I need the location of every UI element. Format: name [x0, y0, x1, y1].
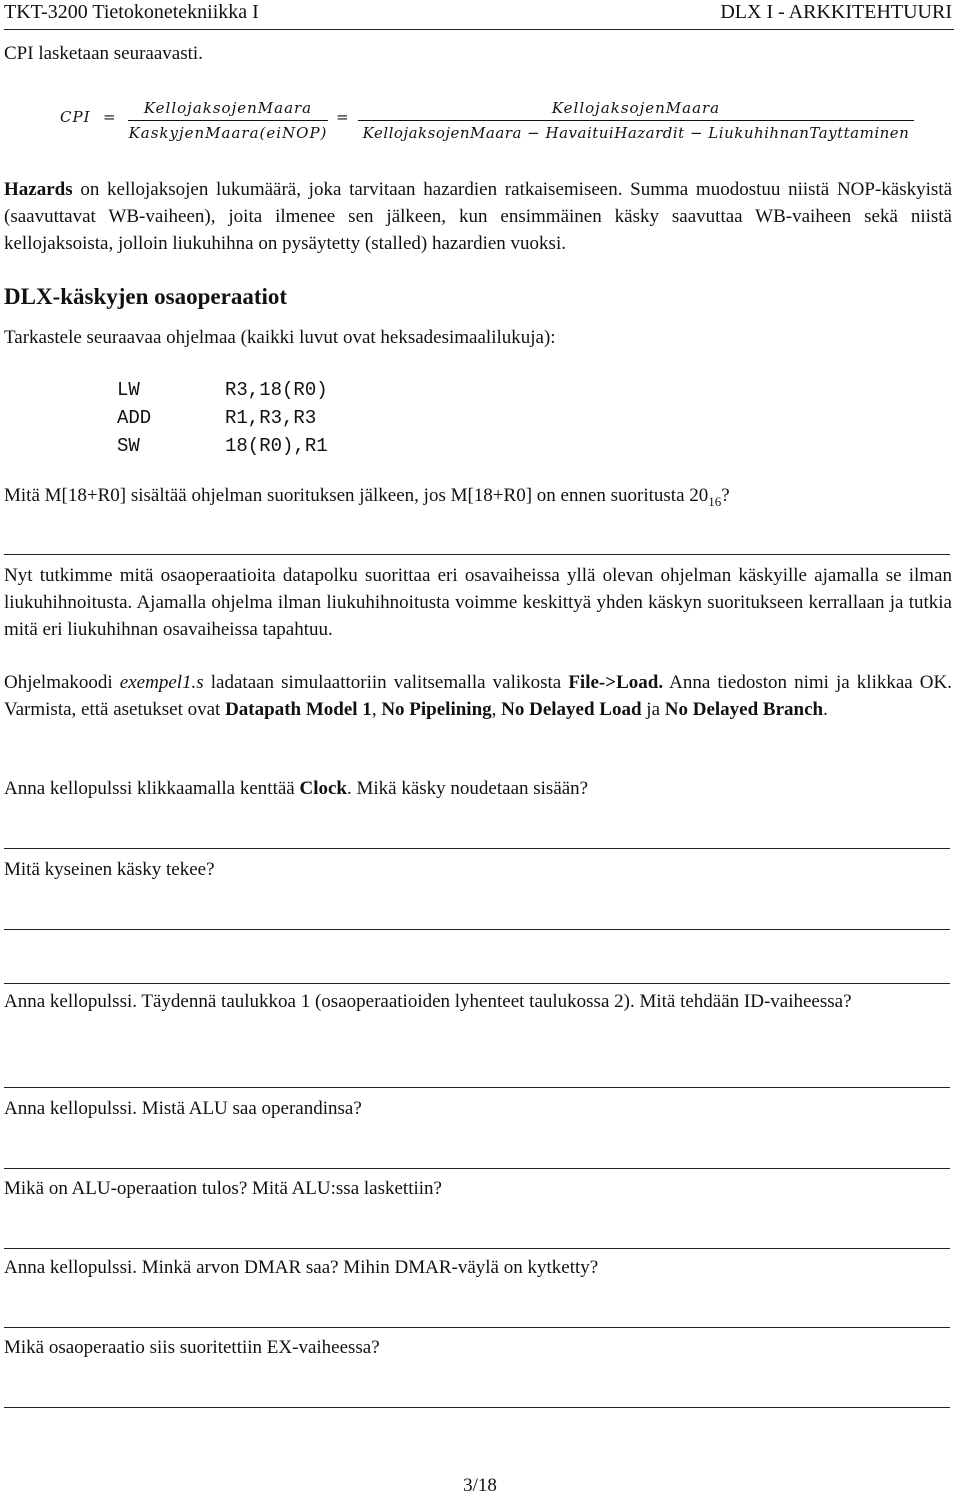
load-setting-delayed-branch: No Delayed Branch: [664, 699, 824, 720]
question-memory-end: ?: [721, 485, 730, 506]
answer-line[interactable]: [4, 1407, 950, 1408]
load-text-4: ja: [641, 699, 665, 720]
answer-line[interactable]: [4, 929, 950, 930]
answer-line[interactable]: [4, 983, 950, 984]
code-operands: R1,R3,R3: [225, 407, 317, 429]
answer-line[interactable]: [4, 848, 950, 849]
answer-line[interactable]: [4, 554, 950, 555]
formula-frac2-denominator: KellojaksojenMaara − HavaituiHazardit − LiukuhihnanTayttaminen: [362, 124, 910, 142]
load-comma: ,: [491, 699, 502, 720]
question-clock-bold: Clock: [299, 778, 347, 799]
answer-line[interactable]: [4, 1087, 950, 1088]
answer-line[interactable]: [4, 1327, 950, 1328]
formula-frac1: [128, 98, 328, 143]
header-chapter-title: DLX I - ARKKITEHTUURI: [720, 1, 952, 23]
answer-line[interactable]: [4, 1248, 950, 1249]
code-listing: [117, 376, 328, 460]
formula-frac2-numerator: KellojaksojenMaara: [551, 99, 721, 117]
load-filename: exempel1.s: [119, 672, 204, 693]
header-divider: [4, 29, 954, 30]
code-opcode: ADD: [117, 407, 152, 429]
question-clock-text-2: . Mikä käsky noudetaan sisään?: [346, 778, 589, 799]
formula-equals-2: =: [336, 108, 350, 126]
study-paragraph: Nyt tutkimme mitä osaoperaatioita datapolku suorittaa eri osavaiheissa yllä olevan ohjelman käskyille ajamalla se ilman liukuhihnoitusta. Ajamalla ohjelma ilman liukuhihnoitusta voimme keskittyä yhden käskyn suoritukseen kerrallaan ja tutkia mitä eri liukuhihnan osavaiheissa tapahtuu.: [4, 565, 952, 640]
code-operands: 18(R0),R1: [225, 435, 328, 457]
question-memory-text: Mitä M[18+R0] sisältää ohjelman suorituksen jälkeen, jos M[18+R0] on ennen suoritusta 20: [4, 485, 709, 506]
question-alu-operands: Anna kellopulssi. Mistä ALU saa operandinsa?: [4, 1098, 362, 1119]
load-text-5: .: [823, 699, 828, 720]
hazards-text: on kellojaksojen lukumäärä, joka tarvitaan hazardien ratkaisemiseen. Summa muodostuu niistä NOP-käskyistä (saavuttavat WB-vaiheen), joita ilmenee sen jälkeen, kun ensimmäinen käsky saavuttaa WB-vaiheen sekä niistä kellojaksoista, jolloin liukuhihna on pysäytetty (stalled) hazardien vuoksi.: [4, 179, 952, 254]
section-title: DLX-käskyjen osaoperaatiot: [4, 284, 288, 309]
load-setting-datapath: Datapath Model 1: [225, 699, 372, 720]
question-memory-subscript: 16: [708, 494, 722, 509]
question-memory: [4, 482, 952, 509]
cpi-intro: CPI lasketaan seuraavasti.: [4, 43, 203, 64]
question-clock-text-1: Anna kellopulssi klikkaamalla kenttää: [4, 778, 300, 799]
question-alu-result: Mikä on ALU-operaation tulos? Mitä ALU:ssa laskettiin?: [4, 1178, 442, 1199]
formula-frac1-line: [128, 120, 328, 121]
question-ex-stage: Mikä osaoperaatio siis suoritettiin EX-vaiheessa?: [4, 1337, 380, 1358]
formula-frac1-denominator: KaskyjenMaara(eiNOP): [128, 124, 328, 142]
load-setting-delayed-load: No Delayed Load: [501, 699, 642, 720]
answer-line[interactable]: [4, 1168, 950, 1169]
formula-frac2-line: [358, 120, 914, 121]
load-comma: ,: [371, 699, 382, 720]
load-menu: File->Load.: [568, 672, 664, 693]
load-text-2: ladataan simulaattoriin valitsemalla valikosta: [203, 672, 569, 693]
formula-lhs: CPI: [60, 108, 91, 126]
code-line: [117, 432, 328, 460]
question-clock: [4, 775, 952, 802]
program-intro: Tarkastele seuraavaa ohjelmaa (kaikki luvut ovat heksadesimaalilukuja):: [4, 327, 556, 348]
code-opcode: SW: [117, 435, 140, 457]
question-dmar: Anna kellopulssi. Minkä arvon DMAR saa? Mihin DMAR-väylä on kytketty?: [4, 1257, 599, 1278]
question-what: Mitä kyseinen käsky tekee?: [4, 859, 215, 880]
load-text-1: Ohjelmakoodi: [4, 672, 120, 693]
header-course-title: TKT-3200 Tietokonetekniikka I: [4, 1, 259, 23]
formula-frac2: [358, 98, 914, 143]
code-opcode: LW: [117, 379, 140, 401]
formula-equals-1: =: [103, 108, 117, 126]
hazards-term: Hazards: [4, 179, 73, 200]
load-setting-pipelining: No Pipelining: [381, 699, 492, 720]
load-paragraph: [4, 669, 952, 723]
code-line: [117, 376, 328, 404]
question-id-stage: Anna kellopulssi. Täydennä taulukkoa 1 (osaoperaatioiden lyhenteet taulukossa 2). Mitä tehdään ID-vaiheessa?: [4, 991, 852, 1012]
code-line: [117, 404, 328, 432]
hazards-paragraph: [4, 176, 952, 257]
load-text-3: Anna tiedoston nimi ja klikkaa OK. Varmista, että asetukset ovat: [4, 672, 953, 720]
code-operands: R3,18(R0): [225, 379, 328, 401]
page-number: 3/18: [463, 1475, 497, 1496]
formula-frac1-numerator: KellojaksojenMaara: [143, 99, 313, 117]
